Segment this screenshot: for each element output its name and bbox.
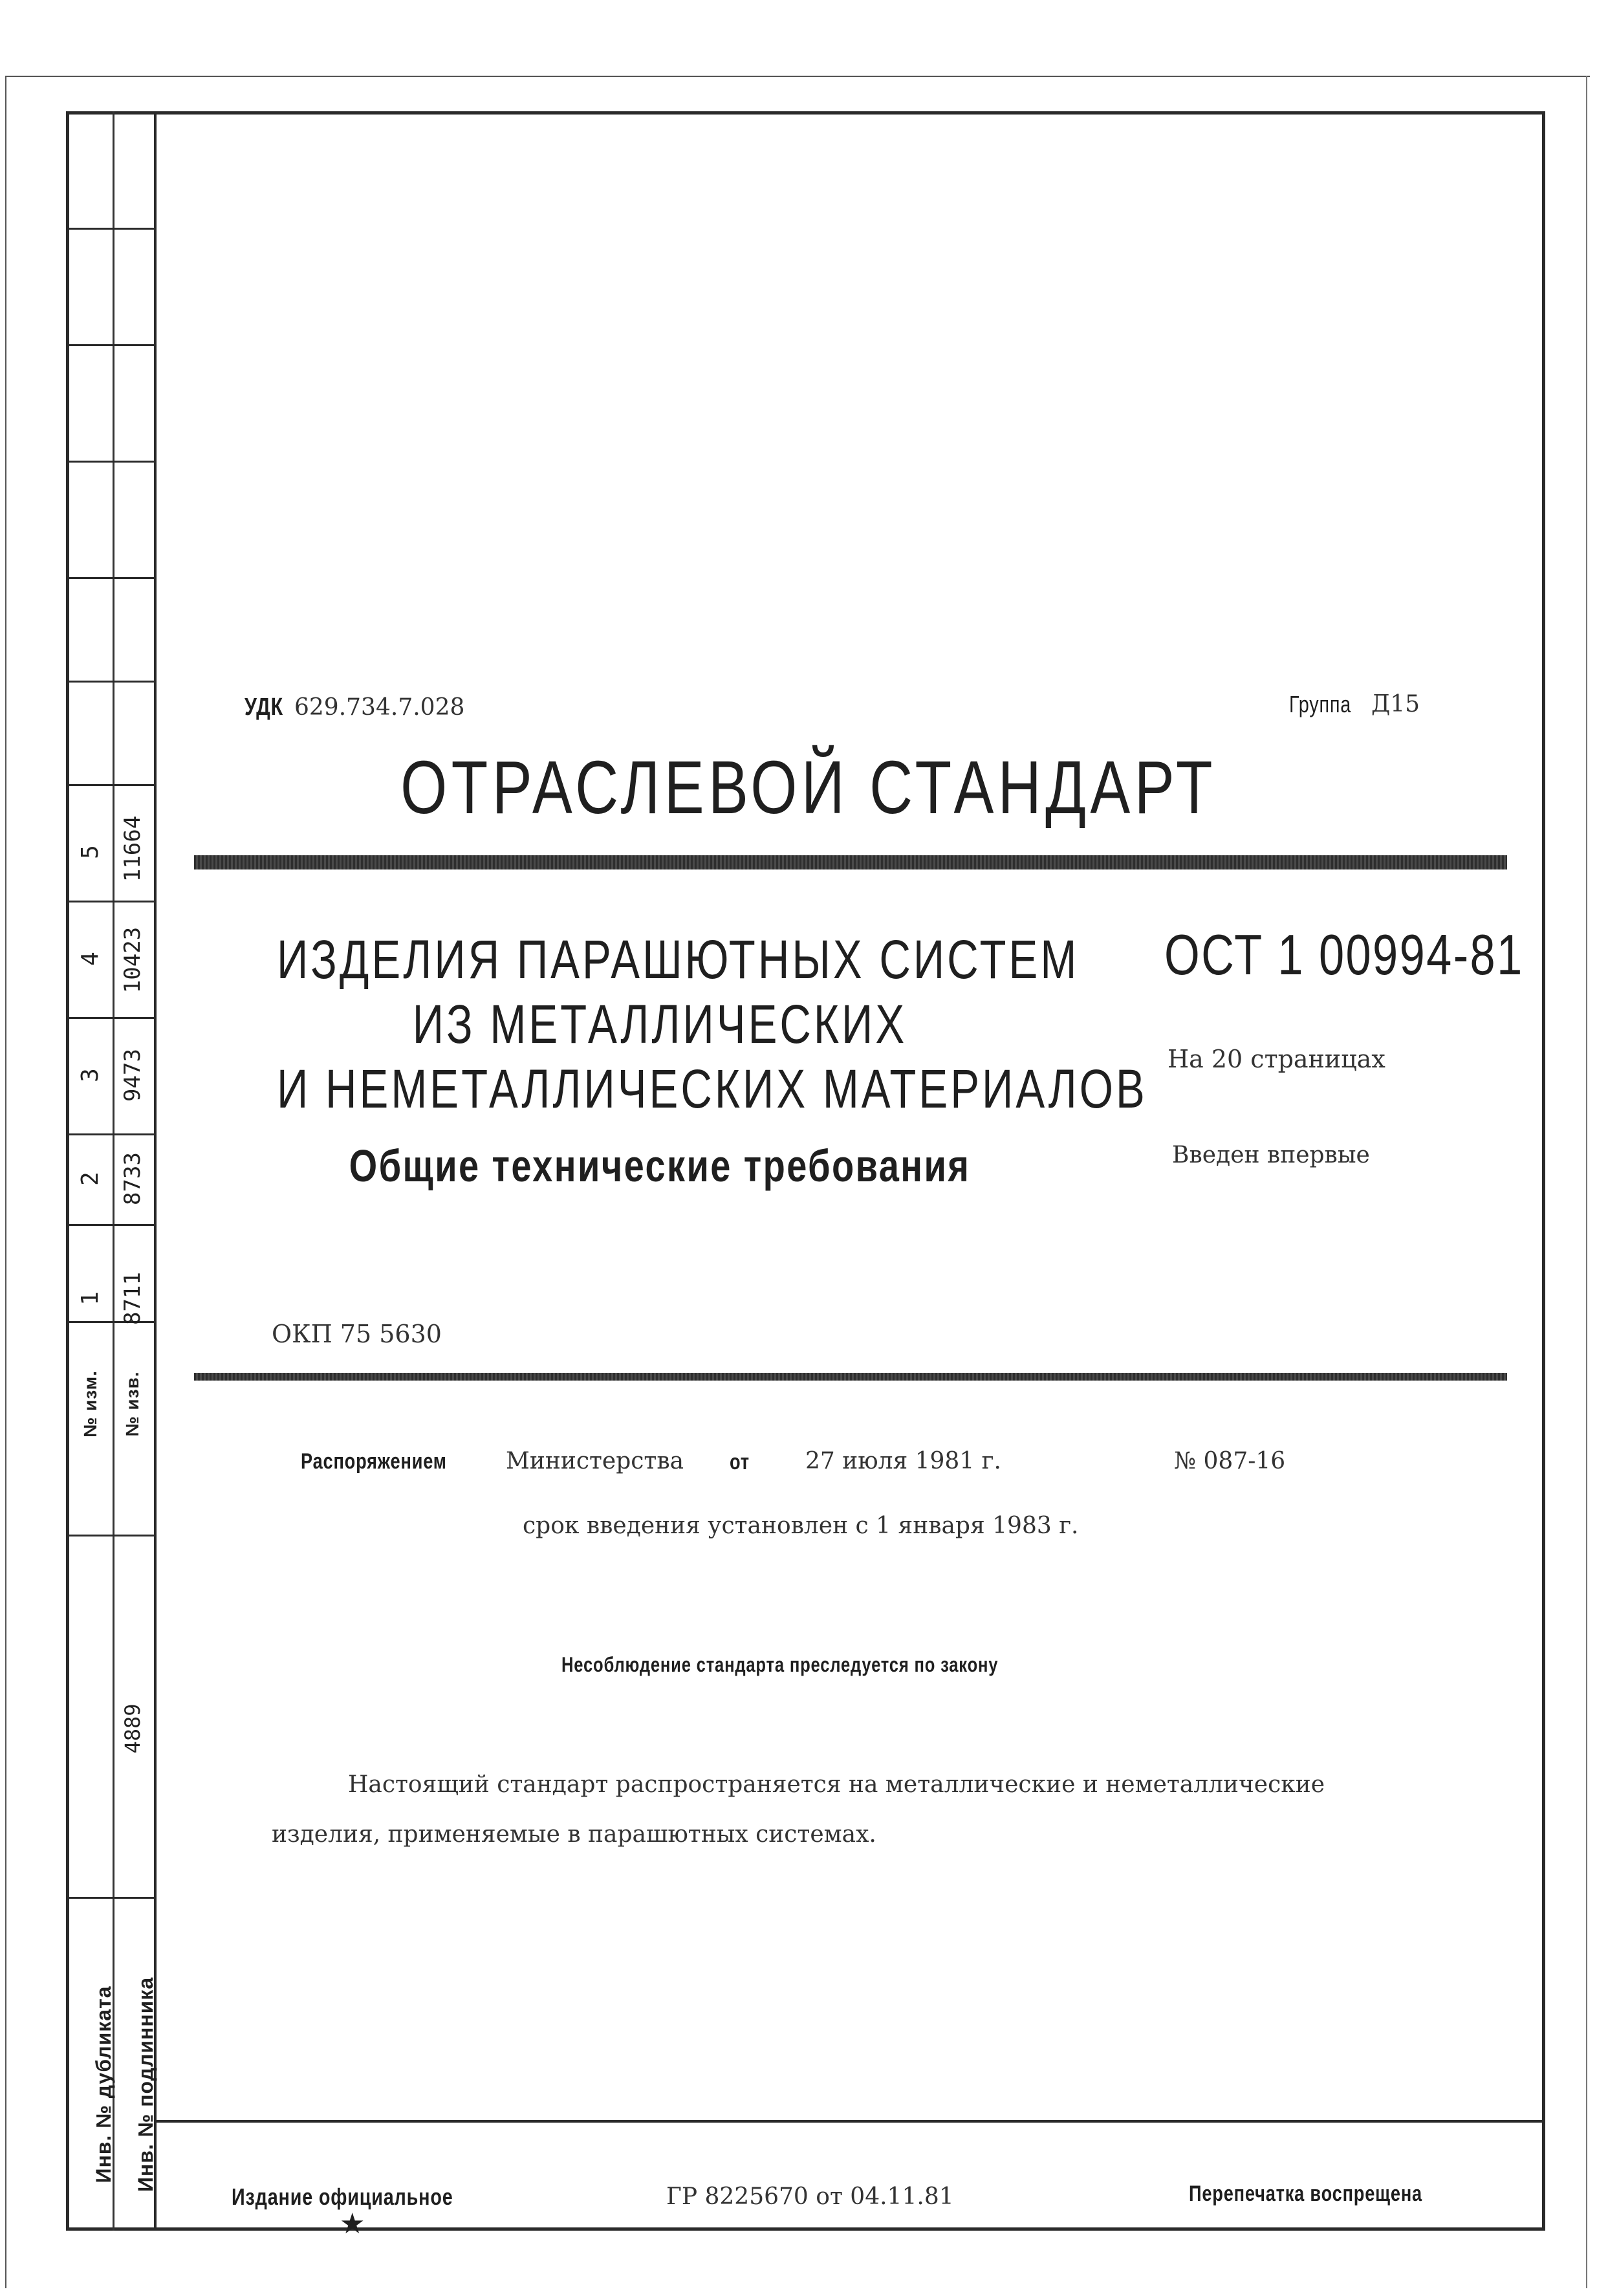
product-title-line-2: ИЗ МЕТАЛЛИЧЕСКИХ	[412, 994, 907, 1055]
order-number: № 087-16	[1174, 1448, 1286, 1474]
standard-number: ОСТ 1 00994-81	[1164, 923, 1524, 987]
group-label: Группа	[1289, 691, 1352, 717]
notice-number-5: 11664	[120, 815, 146, 882]
order-label: Распоряжением	[301, 1449, 447, 1474]
body-text-line-2: изделия, применяемые в парашютных системах.	[272, 1821, 876, 1848]
standard-pages: На 20 страницах	[1168, 1045, 1385, 1073]
official-edition-label: Издание официальное	[232, 2183, 453, 2210]
order-effective-date: срок введения установлен с 1 января 1983 г.	[523, 1513, 1079, 1539]
order-ministry: Министерства	[506, 1448, 684, 1474]
change-header: № изм.	[80, 1370, 100, 1438]
udk-value: 629.734.7.028	[294, 694, 465, 721]
order-date: 27 июля 1981 г.	[805, 1448, 1001, 1474]
change-number-3: 3	[77, 1068, 103, 1082]
product-subtitle: Общие технические требования	[349, 1141, 971, 1191]
original-inventory-label: Инв. № подлинника	[134, 1976, 157, 2192]
notice-number-2: 8733	[120, 1152, 146, 1205]
reprint-prohibited-label: Перепечатка воспрещена	[1189, 2181, 1422, 2206]
standard-introduced: Введен впервые	[1172, 1142, 1370, 1168]
page-title: ОТРАСЛЕВОЙ СТАНДАРТ	[400, 745, 1217, 829]
change-number-1: 1	[77, 1291, 103, 1306]
second-divider	[194, 1373, 1507, 1381]
legal-notice: Несоблюдение стандарта преследуется по закону	[561, 1653, 999, 1676]
change-number-5: 5	[77, 845, 103, 859]
product-title-line-1: ИЗДЕЛИЯ ПАРАШЮТНЫХ СИСТЕМ	[277, 929, 1080, 990]
notice-number-4: 10423	[120, 926, 146, 994]
body-text-line-1: Настоящий стандарт распространяется на металлические и неметаллические	[348, 1771, 1325, 1798]
order-from: от	[730, 1450, 750, 1474]
udk-label: УДК	[244, 694, 283, 721]
original-inventory-number: 4889	[120, 1703, 145, 1754]
notice-header: № изв.	[122, 1371, 142, 1437]
change-number-2: 2	[77, 1172, 103, 1186]
notice-number-3: 9473	[120, 1049, 146, 1102]
change-number-4: 4	[77, 952, 103, 966]
duplicate-inventory-label: Инв. № дубликата	[92, 1985, 115, 2183]
star-icon: ★	[340, 2207, 365, 2240]
product-title-line-3: И НЕМЕТАЛЛИЧЕСКИХ МАТЕРИАЛОВ	[277, 1058, 1147, 1119]
notice-number-1: 8711	[120, 1272, 146, 1325]
okp-code: ОКП 75 5630	[272, 1320, 442, 1348]
top-divider	[194, 855, 1507, 869]
group-value: Д15	[1371, 691, 1420, 717]
registration-number: ГР 8225670 от 04.11.81	[666, 2183, 954, 2210]
